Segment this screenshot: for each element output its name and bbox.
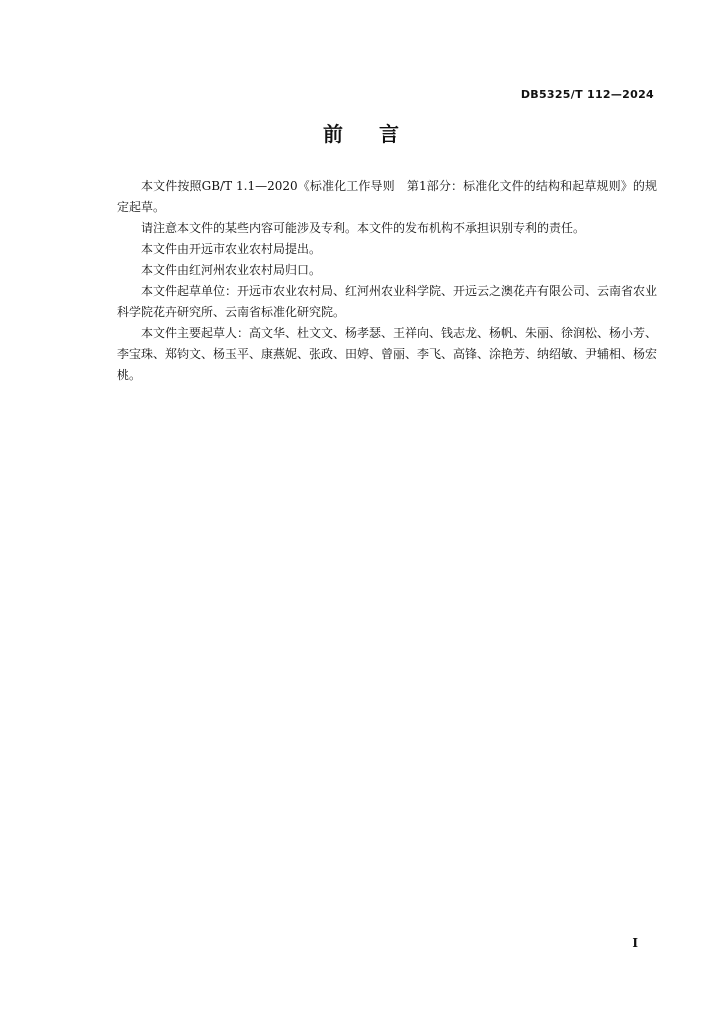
- paragraph-drafting-rules: 本文件按照GB/T 1.1—2020《标准化工作导则 第1部分：标准化文件的结构和起草规则》的规定起草。: [117, 179, 657, 214]
- page-number: I: [632, 936, 638, 950]
- preface-body: [117, 176, 657, 386]
- title-char-2: 言: [379, 122, 401, 146]
- title-char-1: 前: [323, 122, 345, 146]
- paragraph-patent-notice: 请注意本文件的某些内容可能涉及专利。本文件的发布机构不承担识别专利的责任。: [141, 221, 586, 235]
- paragraph-main-drafters: 本文件主要起草人：高文华、杜文文、杨孝瑟、王祥向、钱志龙、杨帆、朱丽、徐润松、杨小芳、李宝珠、郑钧文、杨玉平、康燕妮、张政、田婷、曾丽、李飞、高锋、涂艳芳、纳绍敏、尹辅相、杨宏桃。: [117, 326, 658, 382]
- standard-code: DB5325/T 112—2024: [520, 88, 654, 101]
- paragraph-centralized-by: 本文件由红河州农业农村局归口。: [141, 263, 322, 277]
- paragraph-proposed-by: 本文件由开远市农业农村局提出。: [141, 242, 322, 256]
- paragraph-drafting-units: 本文件起草单位：开远市农业农村局、红河州农业科学院、开远云之澳花卉有限公司、云南省农业科学院花卉研究所、云南省标准化研究院。: [117, 284, 658, 319]
- page-title: [0, 118, 724, 147]
